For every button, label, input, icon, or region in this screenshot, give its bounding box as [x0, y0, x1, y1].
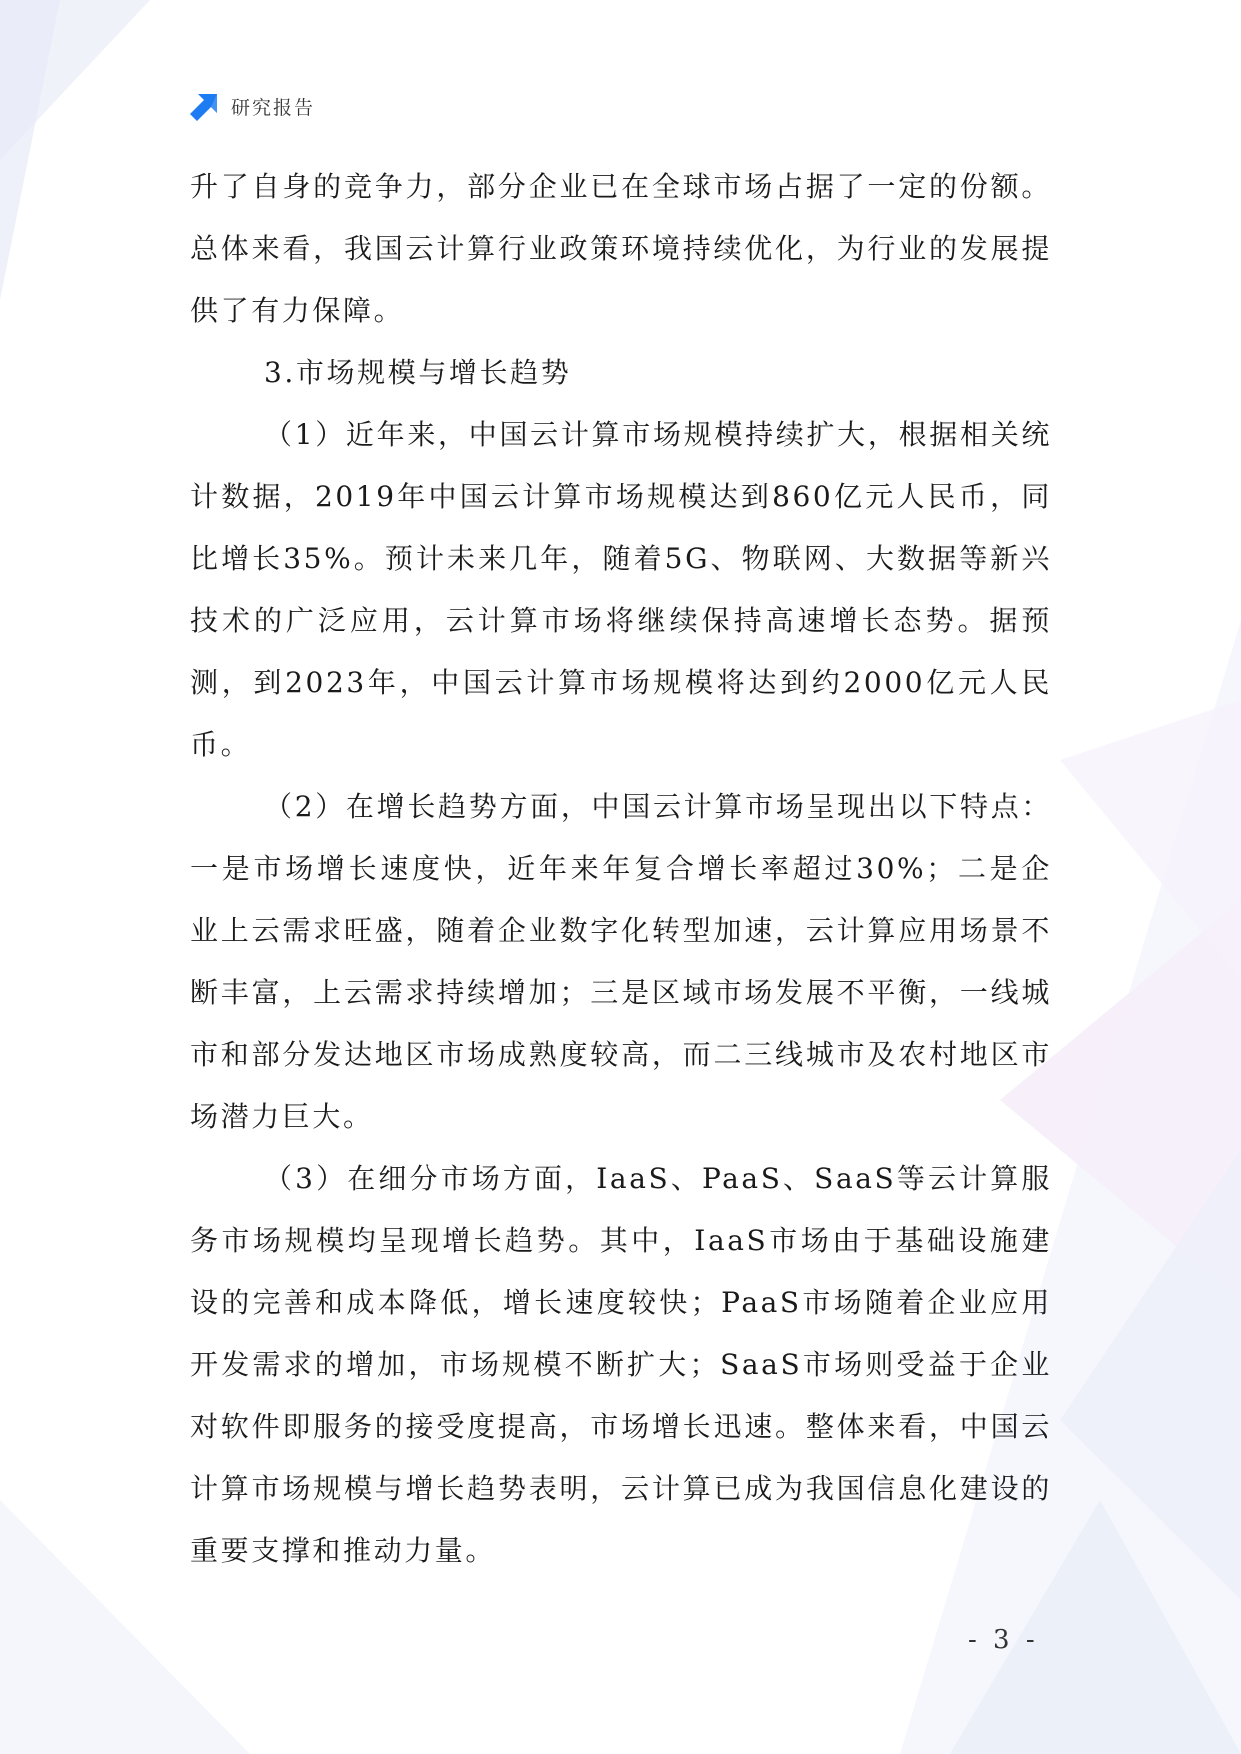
document-body	[190, 156, 1052, 1582]
page-number: - 3 -	[968, 1625, 1039, 1655]
report-header-title: 研究报告	[231, 96, 316, 119]
report-header	[187, 90, 315, 122]
body-paragraph-3: （3）在细分市场方面，IaaS、PaaS、SaaS等云计算服务市场规模均呈现增长趋势。其中，IaaS市场由于基础设施建设的完善和成本降低，增长速度较快；PaaS市场随着企业应用开发需求的增加，市场规模不断扩大；SaaS市场则受益于企业对软件即服务的接受度提高，市场增长迅速。整体来看，中国云计算市场规模与增长趋势表明，云计算已成为我国信息化建设的重要支撑和推动力量。	[190, 1162, 1052, 1567]
section-heading: 3.市场规模与增长趋势	[264, 356, 572, 389]
arrow-up-right-icon	[187, 90, 219, 122]
body-paragraph-1: （1）近年来，中国云计算市场规模持续扩大，根据相关统计数据，2019年中国云计算市场规模达到860亿元人民币，同比增长35%。预计未来几年，随着5G、物联网、大数据等新兴技术的广泛应用，云计算市场将继续保持高速增长态势。据预测，到2023年，中国云计算市场规模将达到约2000亿元人民币。	[190, 418, 1052, 761]
body-paragraph-2: （2）在增长趋势方面，中国云计算市场呈现出以下特点：一是市场增长速度快，近年来年复合增长率超过30%；二是企业上云需求旺盛，随着企业数字化转型加速，云计算应用场景不断丰富，上云需求持续增加；三是区域市场发展不平衡，一线城市和部分发达地区市场成熟度较高，而二三线城市及农村地区市场潜力巨大。	[190, 790, 1052, 1133]
continued-paragraph: 升了自身的竞争力，部分企业已在全球市场占据了一定的份额。总体来看，我国云计算行业政策环境持续优化，为行业的发展提供了有力保障。	[190, 170, 1052, 327]
